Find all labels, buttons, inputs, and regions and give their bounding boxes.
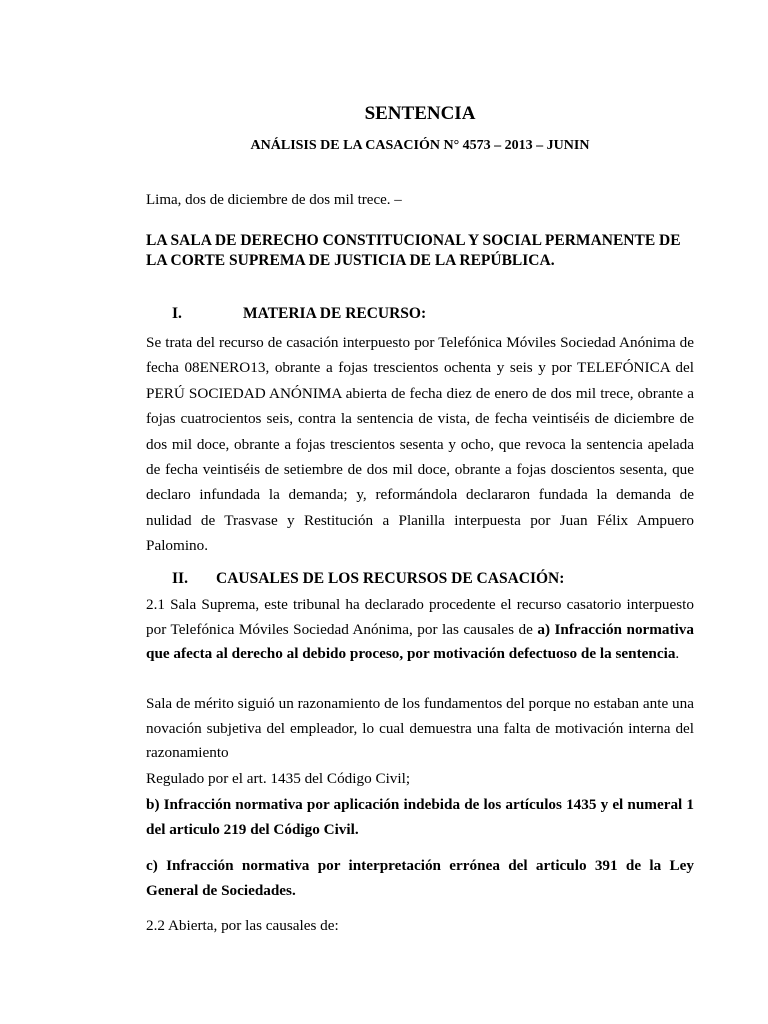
- section-2-paragraph-2: Sala de mérito siguió un razonamiento de los fundamentos del porque no estaban ante una novación subjetiva del empleador, lo cual demuestra una falta de motivación interna del razonamiento: [146, 695, 694, 762]
- date-line: Lima, dos de diciembre de dos mil trece. –: [146, 192, 402, 208]
- section-1-body: Se trata del recurso de casación interpuesto por Telefónica Móviles Sociedad Anónima de fecha 08ENERO13, obrante a fojas trescientos ochenta y seis y por TELEFÓNICA del PERÚ SOCIEDAD ANÓNIMA abierta de fecha diez de enero de dos mil trece, obrante a fojas cuatrocientos seis, contra la sentencia de vista, de fecha veintiséis de diciembre de dos mil doce, obrante a fojas trescientos sesenta y ocho, que revoca la sentencia apelada de fecha veintiséis de setiembre de dos mil doce, obrante a fojas doscientos sesenta, que declaro infundada la demanda; y, reformándola declararon fundada la demanda de nulidad de Trasvase y Restitución a Planilla interpuesta por Juan Félix Ampuero Palomino.: [146, 334, 694, 555]
- cause-c: c) Infracción normativa por interpretación errónea del articulo 391 de la Ley General de Sociedades.: [146, 857, 694, 899]
- cause-b: b) Infracción normativa por aplicación indebida de los artículos 1435 y el numeral 1 del articulo 219 del Código Civil.: [146, 796, 694, 838]
- section-2-paragraph-3: Regulado por el art. 1435 del Código Civil;: [146, 770, 411, 787]
- section-1-title: MATERIA DE RECURSO:: [243, 305, 427, 322]
- section-2-number: II.: [172, 570, 188, 587]
- section-2-paragraph-1: [146, 593, 694, 667]
- paragraph-1-text: 2.1 Sala Suprema, este tribunal ha declarado procedente el recurso casatorio interpuesto por Telefónica Móviles Sociedad Anónima, por las causales de: [146, 596, 694, 638]
- document-title: SENTENCIA: [364, 103, 476, 124]
- court-heading: LA SALA DE DERECHO CONSTITUCIONAL Y SOCIAL PERMANENTE DE LA CORTE SUPREMA DE JUSTICIA DE LA REPÚBLICA.: [146, 232, 681, 269]
- cause-a: a) Infracción normativa que afecta al derecho al debido proceso, por motivación defectuoso de la sentencia: [146, 620, 694, 663]
- document-subtitle: ANÁLISIS DE LA CASACIÓN N° 4573 – 2013 – JUNIN: [250, 138, 590, 153]
- section-2-paragraph-4: 2.2 Abierta, por las causales de:: [146, 917, 339, 934]
- paragraph-1-end: .: [675, 645, 680, 663]
- section-2-title: CAUSALES DE LOS RECURSOS DE CASACIÓN:: [216, 570, 565, 587]
- section-1-number: I.: [172, 305, 182, 322]
